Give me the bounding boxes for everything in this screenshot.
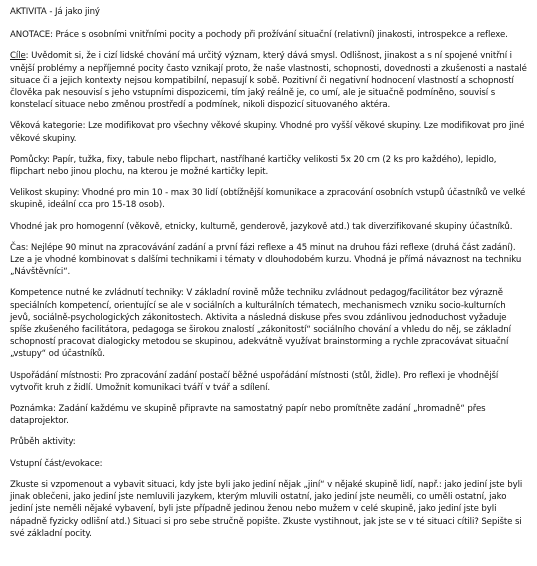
time-paragraph: Čas: Nejlépe 90 minut na zpracovávání zadání a první fázi reflexe a 45 minut na druhou fázi reflexe (druhá část zadání). Lze a je vhodné kombinovat s dalšími technikami i tématy v dlouhodobém kurzu. Vhodná je přímá návaznost na techniku „Návštěvníci“. [10,242,522,278]
note-paragraph: Poznámka: Zadání každému ve skupině připravte na samostatný papír nebo promítněte zadání „hromadně“ přes dataprojektor. [10,404,486,427]
competence-paragraph: Kompetence nutné ke zvládnutí techniky: V základní rovině může techniku zvládnout pedagog/facilitátor bez výrazně speciálních kompetencí, orientující se ale v sociálních a kulturálních tématech, mechanismech vzniku socio-kulturních jevů, sociálně-psychologických zákonitostech. Aktivita a následná diskuse přes svou zdánlivou jednoduchost vyžaduje spíše zkušeného facilitátora, pedagoga se širokou znalostí „zákonitostí“ sociálního chování a vhledu do něj, se základní schopností pracovat dialogicky metodou se skupinou, adekvátně využívat brainstorming a rychle zpracovávat situační „vstupy“ od účastníků. [10,288,511,360]
intro-section-heading: Vstupní část/evokace: [10,458,103,469]
goals-text: : Uvědomit si, že i cizí lidské chování má určitý význam, který dává smysl. Odlišnost, jinakost a s ní spojené vnitřní i vnější problémy a nepříjemné pocity často vznikají proto, že naše vlastnosti, schopnosti, dovednosti a zkušenosti a nastalé situace či a jejich kontexty nejsou kompatibilní, nepasují k sobě. Pozitivní či negativní hodnocení vlastností a schopností člověka pak nesouvisí s jeho vstupními dispozicemi, tím jaký reálně je, co umí, ale je situačně podmíněno, souvisí s konstelací situace nebo změnou prostředí a podmínek, nikoli dispozicí situovaného aktéra. [10,51,527,111]
room-arrangement-paragraph: Uspořádání místnosti: Pro zpracování zadání postačí běžné uspořádání místnosti (stůl, židle). Pro reflexi je vhodnější vytvořit kruh z židlí. Umožnit komunikaci tváří v tvář a sdílení. [10,370,499,393]
age-category-paragraph: Věková kategorie: Lze modifikovat pro všechny věkové skupiny. Vhodné pro vyšší věkové skupiny. Lze modifikovat pro jiné věkové skupiny. [10,121,525,144]
group-size-paragraph: Velikost skupiny: Vhodné pro min 10 - max 30 lidí (obtížnější komunikace a zpracování osobních vstupů účastníků ve velké skupině, ideální cca pro 15-18 osob). [10,188,526,211]
activity-title: AKTIVITA - Já jako jiný [10,7,100,17]
goals-paragraph [10,50,527,111]
recall-situation-paragraph: Zkuste si vzpomenout a vybavit situaci, kdy jste byli jako jediní nějak „jiní“ v nějaké skupině lidí, např.: jako jediní jste byli jinak oblečeni, jako jediní jste nemluvili jazykem, kterým mluvili ostatní, jako jediní jste neuměli, co uměli ostatní, jako jediní jste neměli nějaké vybavení, byli jste případně jedinou ženou nebo mužem v celé skupině, jako jediní jste byli nápadně fyzicky odlišní atd.) Situaci si pro sebe stručně popište. Zkuste vystihnout, jak jste se v té situaci cítili? Sepište si své základní pocity. [10,479,523,539]
homogeneity-paragraph: Vhodné jak pro homogenní (věkově, etnicky, kulturně, genderově, jazykově atd.) tak diverzifikované skupiny účastníků. [10,221,513,232]
annotation-paragraph: ANOTACE: Práce s osobními vnitřními pocity a pochody při prožívání situační (relativní) jinakosti, introspekce a reflexe. [10,30,508,41]
materials-paragraph: Pomůcky: Papír, tužka, fixy, tabule nebo flipchart, nastříhané kartičky velikosti 5x 20 cm (2 ks pro každého), lepidlo, flipchart nebo jinou plochu, na kterou je možné kartičky lepit. [10,154,497,178]
activity-course-heading: Průběh aktivity: [10,437,76,448]
goals-label: Cíle [10,51,26,62]
